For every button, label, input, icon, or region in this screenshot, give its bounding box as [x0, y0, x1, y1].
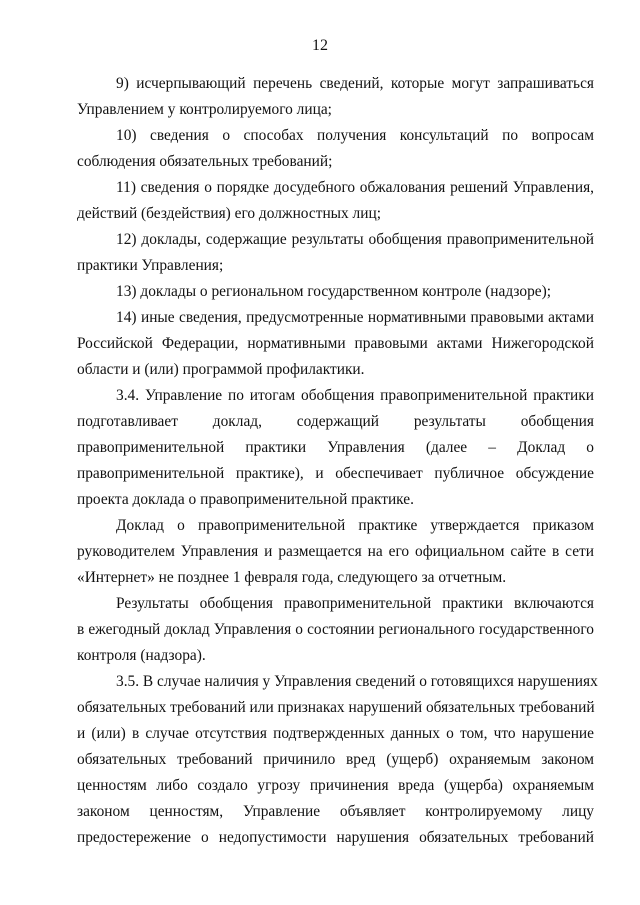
text-line: и (или) в случае отсутствия подтвержденных данных о том, что нарушение	[77, 725, 594, 742]
text-line: 3.5. В случае наличия у Управления сведений о готовящихся нарушениях	[116, 673, 598, 690]
text-line: области и (или) программой профилактики.	[77, 361, 365, 378]
text-line: соблюдения обязательных требований;	[77, 153, 333, 170]
text-line: Результаты обобщения правоприменительной практики включаются	[116, 595, 594, 612]
text-line: в ежегодный доклад Управления о состоянии регионального государственного	[77, 621, 594, 638]
text-line: подготавливает доклад, содержащий результаты обобщения	[77, 413, 594, 430]
text-line: Управлением у контролируемого лица;	[77, 101, 332, 118]
text-line: обязательных требований или признаках нарушений обязательных требований	[77, 699, 595, 716]
text-line: действий (бездействия) его должностных лиц;	[77, 205, 381, 222]
text-line: правоприменительной практике), и обеспечивает публичное обсуждение	[77, 465, 594, 482]
text-line: 14) иные сведения, предусмотренные нормативными правовыми актами	[116, 309, 594, 326]
text-line: Российской Федерации, нормативными правовыми актами Нижегородской	[77, 335, 594, 352]
text-line: Доклад о правоприменительной практике утверждается приказом	[116, 517, 594, 534]
text-line: проекта доклада о правоприменительной практике.	[77, 491, 414, 508]
text-line: предостережение о недопустимости нарушения обязательных требований	[77, 829, 594, 846]
text-line: ценностям либо создало угрозу причинения вреда (ущерба) охраняемым	[77, 777, 594, 794]
page-number: 12	[312, 37, 328, 54]
text-line: правоприменительной практики Управления (далее – Доклад о	[77, 439, 594, 456]
text-line: законом ценностям, Управление объявляет контролируемому лицу	[77, 803, 594, 820]
text-line: контроля (надзора).	[77, 647, 206, 664]
text-line: 12) доклады, содержащие результаты обобщения правоприменительной	[116, 231, 594, 248]
text-line: практики Управления;	[77, 257, 224, 274]
text-line: 9) исчерпывающий перечень сведений, которые могут запрашиваться	[116, 75, 594, 92]
text-line: 10) сведения о способах получения консультаций по вопросам	[116, 127, 594, 144]
text-line: «Интернет» не позднее 1 февраля года, следующего за отчетным.	[77, 569, 507, 586]
text-line: 13) доклады о региональном государственном контроле (надзоре);	[116, 283, 551, 300]
text-line: 3.4. Управление по итогам обобщения правоприменительной практики	[116, 387, 594, 404]
text-line: обязательных требований причинило вред (ущерб) охраняемым законом	[77, 751, 594, 768]
text-line: руководителем Управления и размещается на его официальном сайте в сети	[77, 543, 594, 560]
text-line: 11) сведения о порядке досудебного обжалования решений Управления,	[116, 179, 594, 196]
